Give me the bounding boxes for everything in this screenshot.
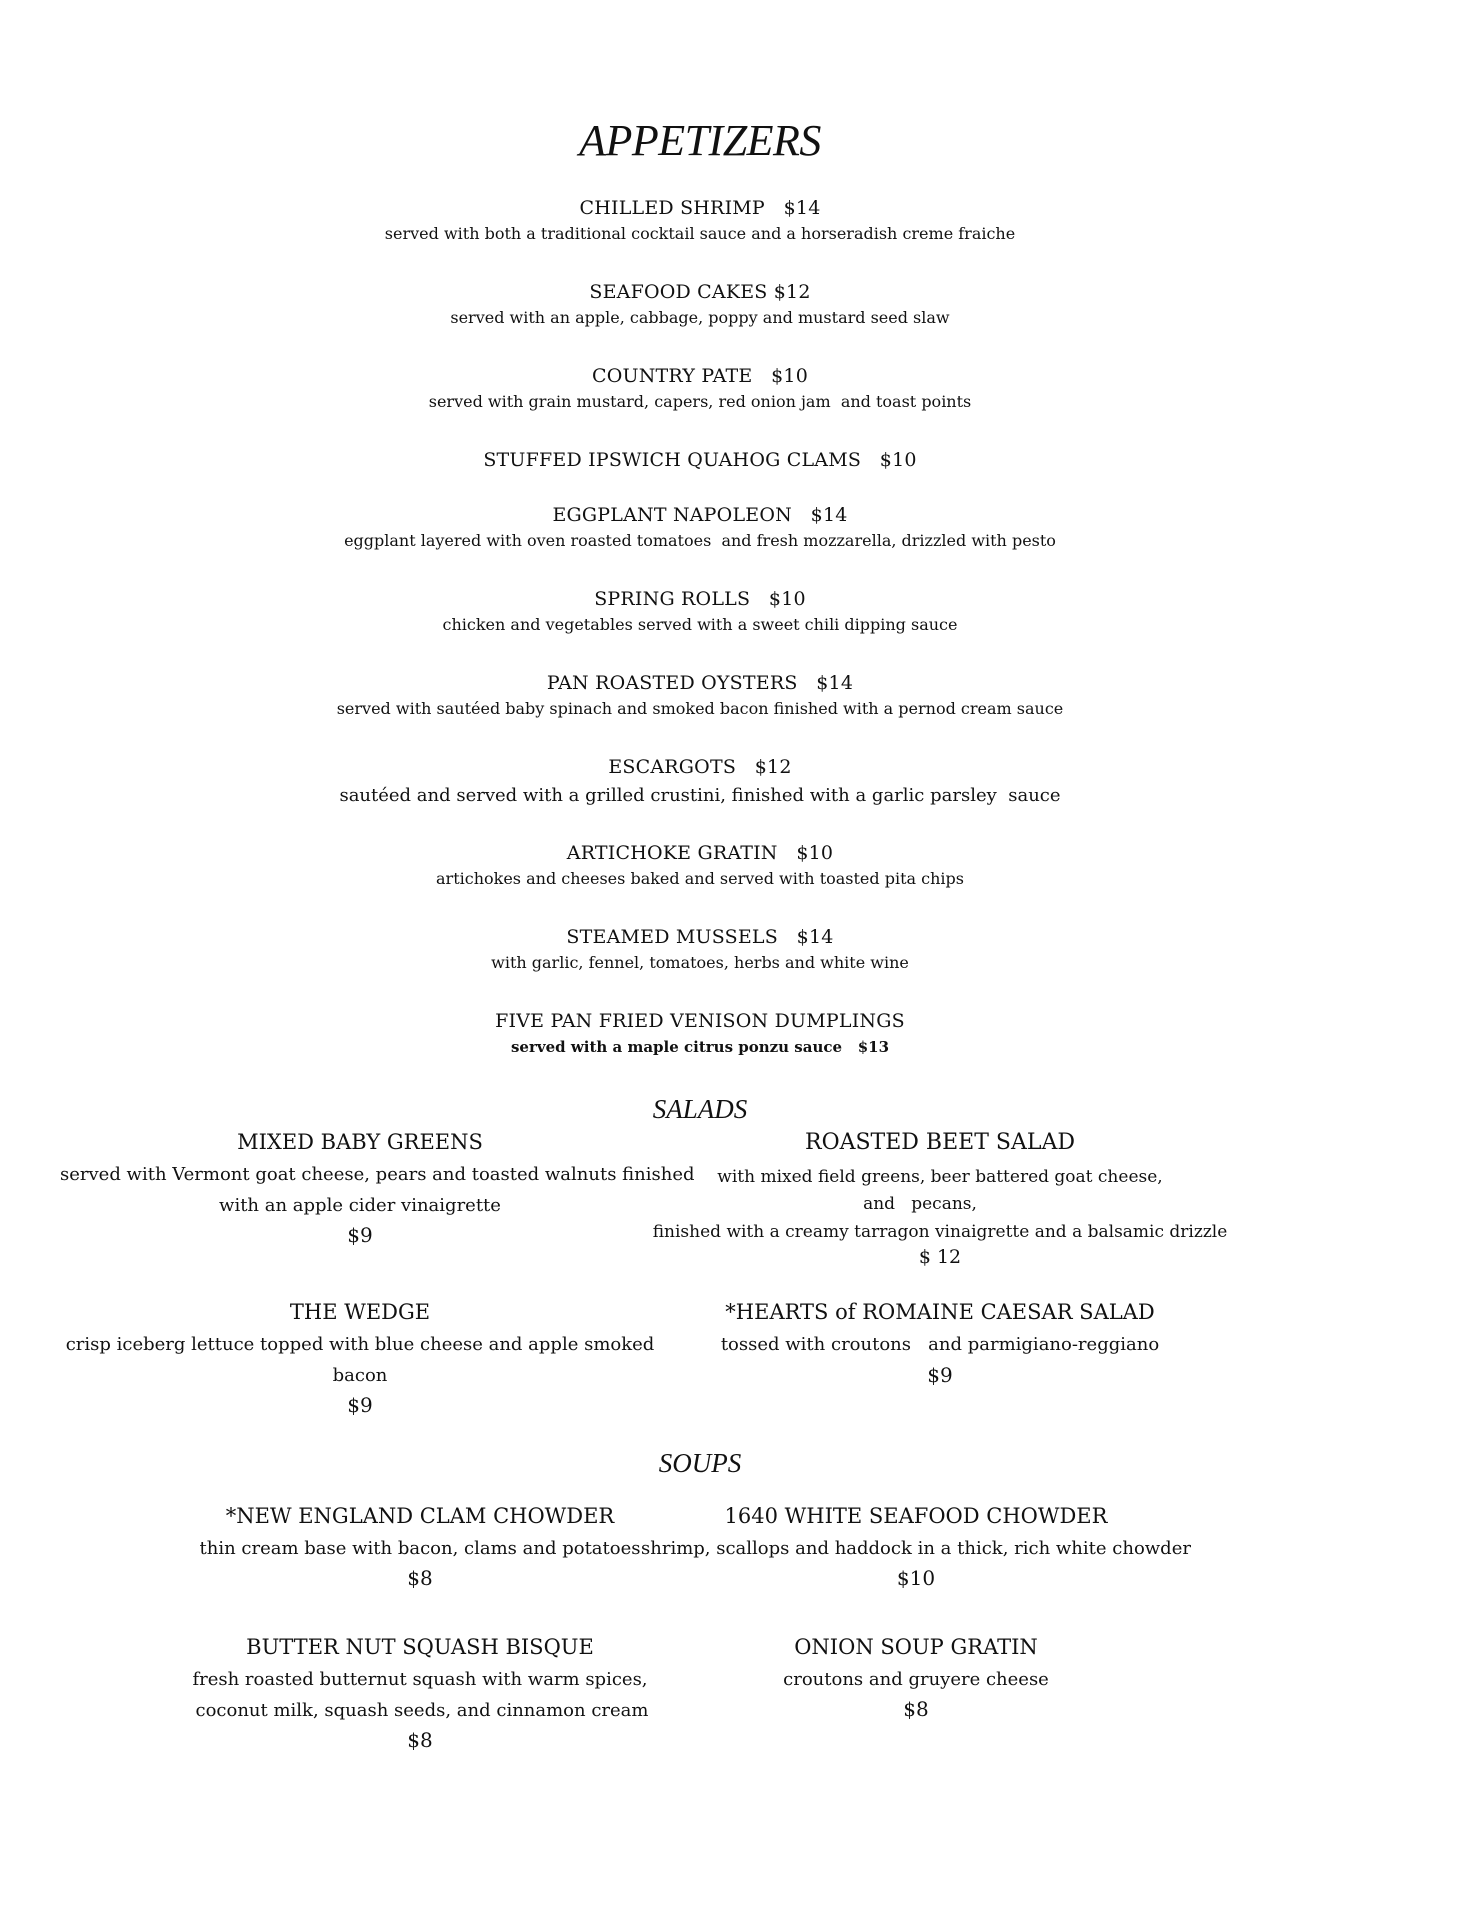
menu-item-name: ESCARGOTS $12 (608, 756, 792, 778)
menu-item-name: PAN ROASTED OYSTERS $14 (546, 672, 854, 694)
soup-name: ONION SOUP GRATIN (794, 1635, 1038, 1659)
salad-desc: finished with a creamy tarragon vinaigrette and a balsamic drizzle (652, 1222, 1228, 1242)
salad-name: *HEARTS of ROMAINE CAESAR SALAD (725, 1300, 1155, 1324)
menu-item-name: SPRING ROLLS $10 (594, 588, 806, 610)
salad-price: $9 (927, 1363, 953, 1387)
salad-name: THE WEDGE (289, 1300, 431, 1324)
menu-item-desc: served with both a traditional cocktail sauce and a horseradish creme fraiche (384, 224, 1016, 243)
menu-item-desc: eggplant layered with oven roasted tomatoes and fresh mozzarella, drizzled with pesto (344, 531, 1056, 550)
salad-name: MIXED BABY GREENS (237, 1130, 483, 1154)
soup-desc: coconut milk, squash seeds, and cinnamon cream (195, 1700, 649, 1721)
menu-item-name: SEAFOOD CAKES $12 (589, 281, 811, 303)
menu-item-desc: served with grain mustard, capers, red onion jam and toast points (428, 392, 972, 411)
salad-desc: and pecans, (863, 1194, 977, 1214)
soup-name: 1640 WHITE SEAFOOD CHOWDER (724, 1504, 1108, 1528)
soup-price: $8 (903, 1697, 929, 1721)
salad-price: $9 (347, 1223, 373, 1247)
soup-desc: thin cream base with bacon, clams and potatoes (199, 1538, 641, 1559)
salad-desc: with mixed field greens, beer battered goat cheese, (717, 1167, 1163, 1187)
salad-desc: tossed with croutons and parmigiano-reggiano (720, 1334, 1160, 1355)
menu-item-desc: served with sautéed baby spinach and smoked bacon finished with a pernod cream sauce (336, 699, 1064, 718)
menu-item-name: STEAMED MUSSELS $14 (566, 926, 834, 948)
salads-title: SALADS (652, 1094, 748, 1124)
menu-item-desc: served with a maple citrus ponzu sauce $13 (510, 1038, 890, 1056)
menu-item-desc: served with an apple, cabbage, poppy and mustard seed slaw (450, 308, 950, 327)
menu-item-name: STUFFED IPSWICH QUAHOG CLAMS $10 (483, 449, 917, 471)
salad-desc: bacon (332, 1365, 388, 1386)
menu-item-desc: with garlic, fennel, tomatoes, herbs and white wine (491, 953, 909, 972)
menu-item-name: ARTICHOKE GRATIN $10 (566, 842, 834, 864)
salad-desc: with an apple cider vinaigrette (219, 1195, 501, 1216)
menu-item-desc: chicken and vegetables served with a sweet chili dipping sauce (442, 615, 958, 634)
soup-price: $10 (896, 1566, 936, 1590)
menu-item-name: EGGPLANT NAPOLEON $14 (552, 504, 848, 526)
soup-price: $8 (407, 1728, 433, 1752)
soup-desc: fresh roasted butternut squash with warm spices, (192, 1669, 648, 1690)
soup-name: *NEW ENGLAND CLAM CHOWDER (225, 1504, 615, 1528)
menu-item-name: CHILLED SHRIMP $14 (579, 197, 821, 219)
soup-desc: shrimp, scallops and haddock in a thick, rich white chowder (641, 1538, 1191, 1559)
appetizers-title: APPETIZERS (579, 116, 821, 165)
soup-name: BUTTER NUT SQUASH BISQUE (246, 1635, 594, 1659)
salad-price: $ 12 (918, 1246, 962, 1268)
salad-name: ROASTED BEET SALAD (805, 1130, 1075, 1155)
soup-price: $8 (407, 1566, 433, 1590)
salad-desc: crisp iceberg lettuce topped with blue cheese and apple smoked (65, 1334, 655, 1355)
salad-desc: served with Vermont goat cheese, pears and toasted walnuts finished (60, 1164, 695, 1185)
soups-title: SOUPS (658, 1448, 742, 1478)
menu-item-name: COUNTRY PATE $10 (592, 365, 808, 387)
salad-price: $9 (347, 1393, 373, 1417)
menu-item-desc: artichokes and cheeses baked and served with toasted pita chips (436, 869, 964, 888)
menu-item-desc: sautéed and served with a grilled crustini, finished with a garlic parsley sauce (339, 785, 1061, 806)
menu-item-name: FIVE PAN FRIED VENISON DUMPLINGS (495, 1010, 905, 1032)
soup-desc: croutons and gruyere cheese (783, 1669, 1049, 1690)
